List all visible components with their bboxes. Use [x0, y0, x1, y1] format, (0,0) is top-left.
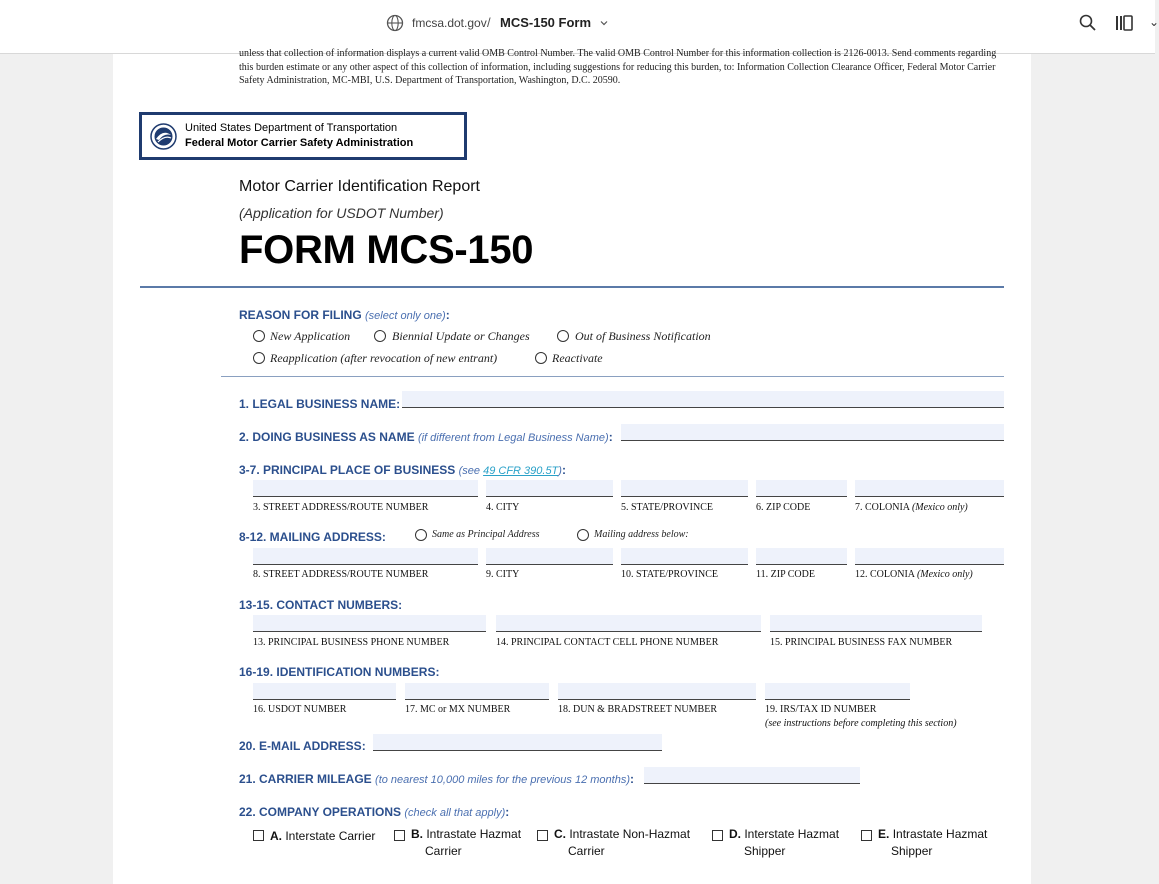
option-label: Out of Business Notification [575, 329, 711, 343]
operation-option: E. Intrastate Hazmat Shipper [878, 827, 988, 858]
fax-number-field[interactable] [770, 615, 982, 632]
checkbox-interstate-carrier[interactable] [253, 830, 264, 841]
radio-out-of-business[interactable] [557, 330, 569, 342]
checkbox-interstate-hazmat-shipper[interactable] [712, 830, 723, 841]
browser-toolbar [0, 0, 1159, 54]
identification-numbers-label: 16-19. IDENTIFICATION NUMBERS: [239, 665, 440, 679]
option-label: Reapplication (after revocation of new entrant) [270, 351, 498, 365]
mailing-state-field[interactable] [621, 548, 748, 565]
mailing-zip-field[interactable] [756, 548, 847, 565]
mailing-street-field[interactable] [253, 548, 478, 565]
cfr-link[interactable]: 49 CFR 390.5T [483, 465, 559, 477]
field-label: 5. STATE/PROVINCE [621, 502, 713, 513]
field-label: 14. PRINCIPAL CONTACT CELL PHONE NUMBER [496, 637, 719, 648]
address-separator: / [487, 15, 491, 30]
option-label: Same as Principal Address [432, 529, 540, 540]
usdot-number-field[interactable] [253, 683, 396, 700]
field-label: 9. CITY [486, 569, 520, 580]
field-label: 16. USDOT NUMBER [253, 704, 347, 715]
mc-mx-number-field[interactable] [405, 683, 549, 700]
field-label: 19. IRS/TAX ID NUMBER [765, 704, 877, 715]
field-label: 7. COLONIA (Mexico only) [855, 502, 968, 513]
mailing-city-field[interactable] [486, 548, 613, 565]
operation-option: D. Interstate Hazmat Shipper [729, 827, 840, 858]
radio-same-as-principal[interactable] [415, 529, 427, 541]
divider [221, 376, 1004, 377]
checkbox-intrastate-hazmat-shipper[interactable] [861, 830, 872, 841]
radio-reactivate[interactable] [535, 352, 547, 364]
field-label: 4. CITY [486, 502, 520, 513]
address-domain[interactable]: fmcsa.dot.gov [412, 16, 487, 30]
dba-name-label: 2. DOING BUSINESS AS NAME (if different from Legal Business Name): [239, 430, 613, 444]
radio-biennial-update[interactable] [374, 330, 386, 342]
dot-seal-icon [150, 123, 177, 150]
chevron-down-icon[interactable] [598, 17, 610, 29]
field-label: 3. STREET ADDRESS/ROUTE NUMBER [253, 502, 429, 513]
option-label: Mailing address below: [594, 529, 689, 540]
page-title[interactable]: MCS-150 Form [500, 15, 592, 30]
reader-view-icon[interactable] [1114, 13, 1134, 33]
agency-line2: Federal Motor Carrier Safety Administration [185, 137, 414, 149]
principal-colonia-field[interactable] [855, 480, 1004, 497]
option-label: Reactivate [552, 351, 603, 365]
search-icon[interactable] [1078, 13, 1098, 33]
option-label: New Application [270, 329, 351, 343]
form-page [113, 48, 1031, 884]
company-operations-label: 22. COMPANY OPERATIONS (check all that apply): [239, 805, 510, 819]
radio-reapplication[interactable] [253, 352, 265, 364]
agency-line1: United States Department of Transportation [185, 122, 398, 134]
field-label: 12. COLONIA (Mexico only) [855, 569, 973, 580]
form-subtitle: Motor Carrier Identification Report [239, 178, 480, 195]
dun-bradstreet-field[interactable] [558, 683, 756, 700]
tax-id-field[interactable] [765, 683, 910, 700]
field-label: 17. MC or MX NUMBER [405, 704, 511, 715]
carrier-mileage-label: 21. CARRIER MILEAGE (to nearest 10,000 miles for the previous 12 months): [239, 772, 634, 786]
option-label: Biennial Update or Changes [392, 329, 530, 343]
principal-state-field[interactable] [621, 480, 748, 497]
radio-new-application[interactable] [253, 330, 265, 342]
principal-place-label: 3-7. PRINCIPAL PLACE OF BUSINESS (see 49 CFR 390.5T): [239, 463, 566, 477]
business-phone-field[interactable] [253, 615, 486, 632]
legal-business-name-field[interactable] [402, 391, 1004, 408]
email-label: 20. E-MAIL ADDRESS: [239, 739, 366, 753]
reason-heading: REASON FOR FILING (select only one): [239, 308, 450, 322]
tax-id-note: (see instructions before completing this section) [765, 718, 957, 729]
legal-name-label: 1. LEGAL BUSINESS NAME: [239, 397, 401, 411]
form-title: FORM MCS-150 [239, 228, 534, 272]
operation-option: A. Interstate Carrier [270, 829, 376, 843]
field-label: 11. ZIP CODE [756, 569, 815, 580]
dba-name-field[interactable] [621, 424, 1004, 441]
checkbox-intrastate-non-hazmat-carrier[interactable] [537, 830, 548, 841]
globe-icon [386, 14, 404, 32]
field-label: 10. STATE/PROVINCE [621, 569, 718, 580]
operation-option: C. Intrastate Non-Hazmat Carrier [554, 827, 691, 858]
form-subtitle-2: (Application for USDOT Number) [239, 205, 444, 221]
operation-option: B. Intrastate Hazmat Carrier [411, 827, 522, 858]
field-label: 8. STREET ADDRESS/ROUTE NUMBER [253, 569, 429, 580]
contact-numbers-label: 13-15. CONTACT NUMBERS: [239, 598, 403, 612]
checkbox-intrastate-hazmat-carrier[interactable] [394, 830, 405, 841]
field-label: 13. PRINCIPAL BUSINESS PHONE NUMBER [253, 637, 450, 648]
principal-street-field[interactable] [253, 480, 478, 497]
cell-phone-field[interactable] [496, 615, 761, 632]
field-label: 6. ZIP CODE [756, 502, 811, 513]
mailing-colonia-field[interactable] [855, 548, 1004, 565]
divider [140, 286, 1004, 288]
share-icon[interactable]: ⌄ [1149, 15, 1159, 29]
mailing-address-label: 8-12. MAILING ADDRESS: [239, 530, 386, 544]
field-label: 15. PRINCIPAL BUSINESS FAX NUMBER [770, 637, 953, 648]
agency-header [139, 112, 467, 160]
carrier-mileage-field[interactable] [644, 767, 860, 784]
field-label: 18. DUN & BRADSTREET NUMBER [558, 704, 717, 715]
principal-city-field[interactable] [486, 480, 613, 497]
email-field[interactable] [373, 734, 662, 751]
principal-zip-field[interactable] [756, 480, 847, 497]
radio-mailing-below[interactable] [577, 529, 589, 541]
burden-notice: unless that collection of information displays a current valid OMB Control Number. The valid OMB Control Number for this information collection is 2126-0013. Send comments regarding this burden estimate or any other aspect of this collection of information, including suggestions for reducing this burden, to: Information Collection Clearance Officer, Federal Motor Carrier Safety Administration, MC-MBI, U.S. Department of Transportation, Washington, D.C. 20590. [239, 48, 997, 86]
